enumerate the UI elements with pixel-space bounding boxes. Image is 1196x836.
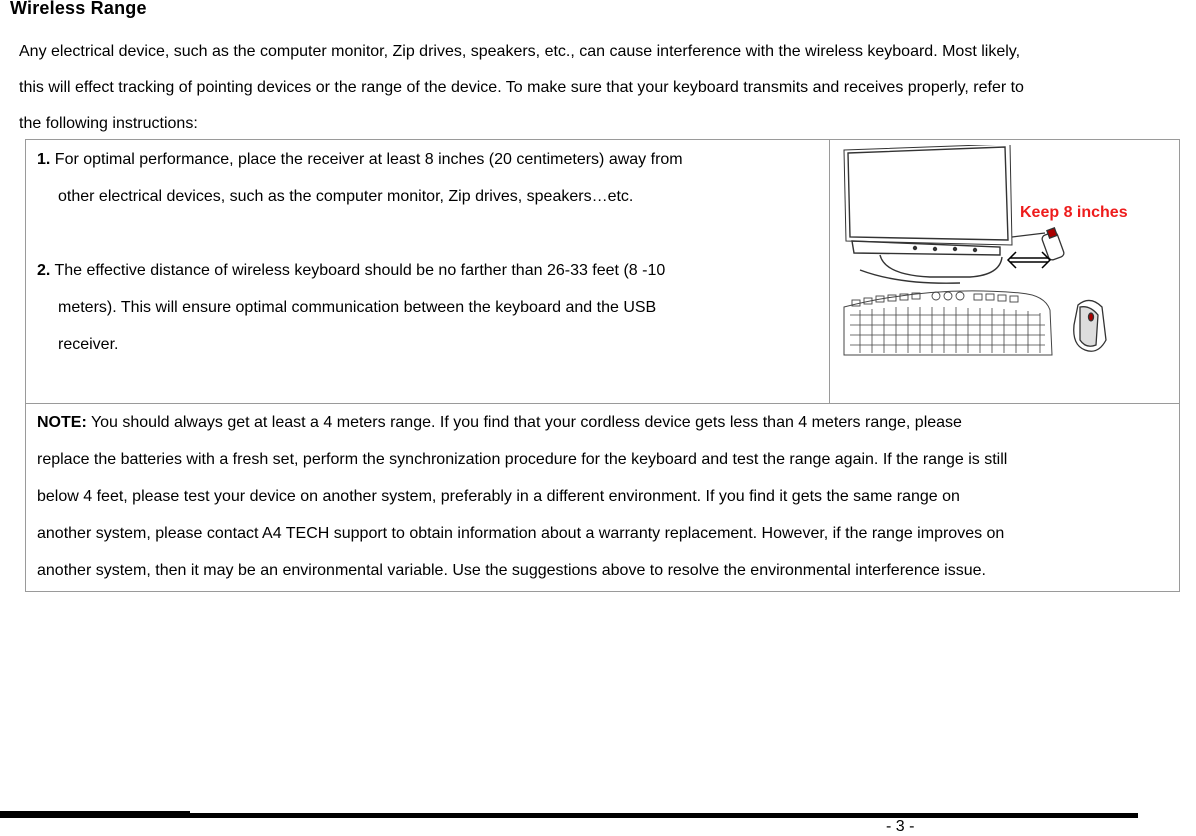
note-line: another system, please contact A4 TECH support to obtain information about a warranty replacement. However, if the range improves on [37, 525, 1005, 542]
item-text: receiver. [58, 336, 119, 353]
instruction-item-1 [37, 141, 683, 215]
section-heading: Wireless Range [10, 0, 147, 18]
instruction-item-2 [37, 252, 665, 363]
footer-rule [0, 813, 1138, 818]
monitor-icon [844, 145, 1012, 283]
keyboard-placement-illustration [840, 145, 1170, 360]
keyboard-icon [844, 291, 1052, 355]
item-number: 1. [37, 151, 51, 168]
note-line: You should always get at least a 4 meters range. If you find that your cordless device gets less than 4 meters range, please [90, 414, 962, 431]
item-text: For optimal performance, place the receiver at least 8 inches (20 centimeters) away from [54, 151, 683, 168]
mouse-icon [1074, 300, 1106, 351]
page-number: - 3 - [886, 818, 915, 835]
item-text: The effective distance of wireless keyboard should be no farther than 26-33 feet (8 -10 [54, 262, 666, 279]
item-text: other electrical devices, such as the computer monitor, Zip drives, speakers…etc. [58, 188, 634, 205]
intro-paragraph [19, 34, 1196, 142]
note-label: NOTE: [37, 414, 87, 431]
note-paragraph [37, 404, 1177, 589]
note-line: below 4 feet, please test your device on another system, preferably in a different environment. If you find it gets the same range on [37, 488, 960, 505]
distance-arrow-icon [1008, 252, 1050, 268]
table-column-divider [829, 139, 830, 403]
keep-distance-label: Keep 8 inches [1020, 204, 1128, 221]
note-line: another system, then it may be an environmental variable. Use the suggestions above to resolve the environmental interference issue. [37, 562, 986, 579]
note-line: replace the batteries with a fresh set, perform the synchronization procedure for the keyboard and test the range again. If the range is still [37, 451, 1008, 468]
usb-receiver-icon [1012, 228, 1065, 261]
item-number: 2. [37, 262, 51, 279]
intro-line: the following instructions: [19, 115, 198, 132]
intro-line: this will effect tracking of pointing devices or the range of the device. To make sure that your keyboard transmits and receives properly, refer to [19, 79, 1024, 96]
item-text: meters). This will ensure optimal communication between the keyboard and the USB [58, 299, 657, 316]
intro-line: Any electrical device, such as the computer monitor, Zip drives, speakers, etc., can cause interference with the wireless keyboard. Most likely, [19, 43, 1021, 60]
